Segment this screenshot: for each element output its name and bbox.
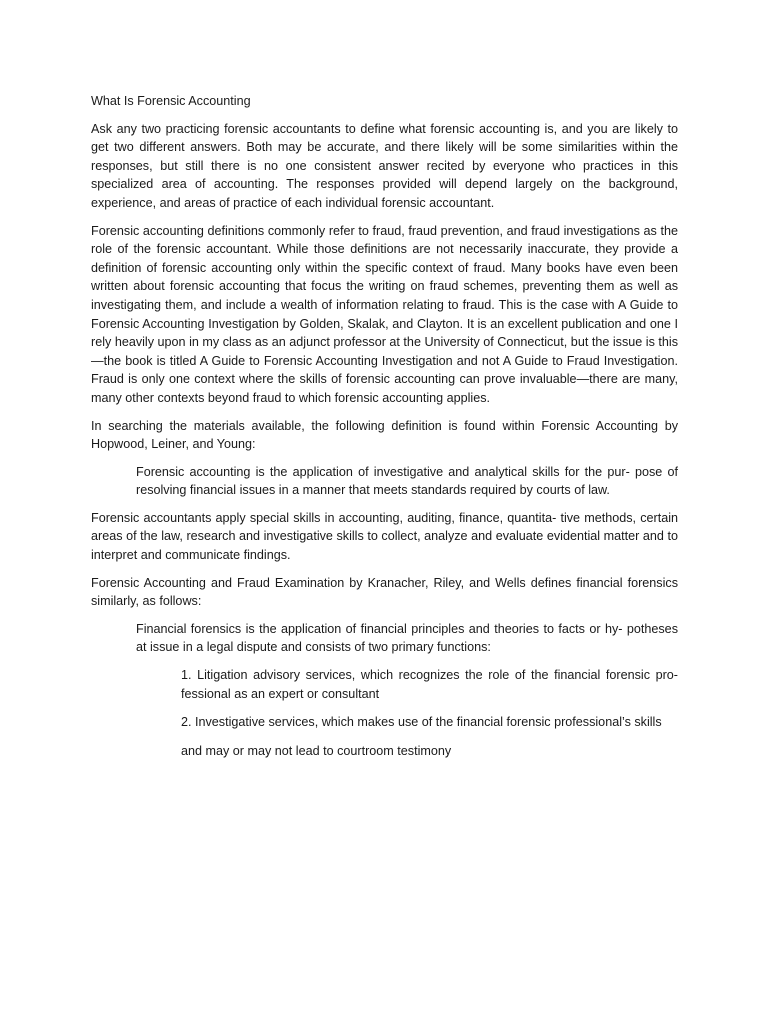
paragraph-hopwood-intro: In searching the materials available, the following definition is found within Forensic Accounting by Hopwood, Leiner, and Young: — [91, 418, 678, 452]
list-item-investigative-services: 2. Investigative services, which makes use of the financial forensic professional’s skills — [181, 715, 662, 730]
document-title: What Is Forensic Accounting — [91, 94, 251, 108]
paragraph-fraud-definitions: Forensic accounting definitions commonly refer to fraud, fraud prevention, and fraud investigations as the role of the forensic accountant. While those definitions are not necessarily inaccurate, they provide a definition of forensic accounting only within the specific context of fraud. Many books have even been written about forensic accounting that focus the writing on fraud schemes, preventing them as well as investigating them, and include a wealth of information relating to fraud. This is the case with A Guide to Forensic Accounting Investigation by Golden, Skalak, and Clayton. It is an excellent publication and one I rely heavily upon in my class as an adjunct professor at the University of Connecticut, but the issue is this—the book is titled A Guide to Forensic Accounting Investigation and not A Guide to Fraud Investigation. Fraud is only one context where the skills of forensic accounting can prove invaluable—there are many, many other contexts beyond fraud to which forensic accounting applies. — [91, 223, 678, 405]
quote-financial-forensics: Financial forensics is the application of financial principles and theories to facts or hy- potheses at issue in a legal dispute and consists of two primary functions: — [136, 621, 678, 655]
document-page — [91, 92, 678, 760]
paragraph-intro: Ask any two practicing forensic accountants to define what forensic accounting is, and you are likely to get two different answers. Both may be accurate, and there likely will be some similarities within the responses, but still there is no one consistent answer recited by everyone who practices in this specialized area of accounting. The responses provided will depend largely on the background, experience, and areas of practice of each individual forensic accountant. — [91, 121, 678, 210]
quote-hopwood-definition: Forensic accounting is the application of investigative and analytical skills for the pur- pose of resolving financial issues in a manner that meets standards required by courts of law. — [136, 464, 678, 498]
paragraph-kranacher-intro: Forensic Accounting and Fraud Examination by Kranacher, Riley, and Wells defines financial forensics similarly, as follows: — [91, 575, 678, 609]
list-item-litigation-advisory: 1. Litigation advisory services, which recognizes the role of the financial forensic pro- fessional as an expert or consultant — [181, 668, 678, 701]
list-item-continuation: and may or may not lead to courtroom testimony — [181, 743, 452, 758]
paragraph-special-skills: Forensic accountants apply special skills in accounting, auditing, finance, quantita- tive methods, certain areas of the law, research and investigative skills to collect, analyze and evaluate evidential matter and to interpret and communicate findings. — [91, 510, 678, 563]
